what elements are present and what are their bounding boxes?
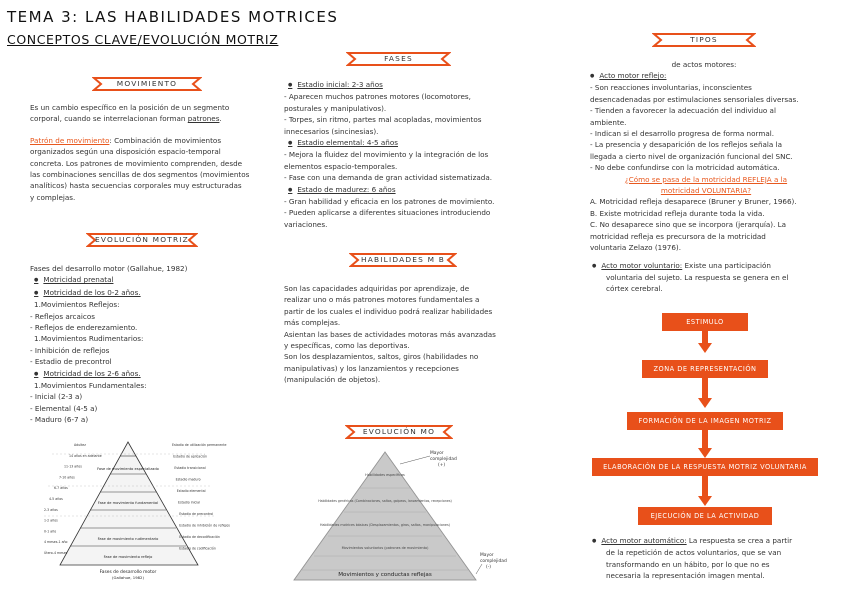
evolucion-item: - Elemental (4-5 a) bbox=[30, 403, 98, 413]
tipos-banner-label: TIPOS bbox=[690, 35, 718, 44]
flow-step-imagen-motriz: FORMACIÓN DE LA IMAGEN MOTRIZ bbox=[627, 412, 783, 430]
fases-item: - Gran habilidad y eficacia en los patrones de movimiento. bbox=[284, 197, 495, 207]
flow-step-elaboracion: ELABORACIÓN DE LA RESPUESTA MOTRIZ VOLUNTARIA bbox=[592, 458, 818, 476]
patron-line: : Combinación de movimientos bbox=[109, 135, 222, 145]
pyr-age-label: Adultez bbox=[74, 443, 86, 447]
pyr-age-label: 0-1 año bbox=[44, 529, 57, 534]
pyr-side-label: Estadio de decodificación bbox=[179, 535, 220, 539]
pyr-band-label: Fase de movimiento reflejo bbox=[103, 555, 153, 559]
pyr-side-label: Estadio inicial bbox=[178, 500, 201, 505]
habilidades-line: realizar uno o más patrones motores fundamentales a bbox=[284, 295, 480, 305]
pyr-band-label: Fase de movimiento especializado bbox=[97, 467, 159, 471]
top-complexity-label: Mayor bbox=[430, 451, 444, 456]
evolucion-item: - Reflejos de enderezamiento. bbox=[30, 323, 138, 333]
habilidades-banner-label: HABILIDADES M B bbox=[361, 255, 445, 264]
evolucion-item: - Reflejos arcaicos bbox=[30, 311, 95, 321]
fases-item: - Pueden aplicarse a diferentes situaciones introduciendo bbox=[284, 208, 491, 218]
automatico-label: Acto motor automático: bbox=[601, 536, 687, 545]
reflejo-line: - La presencia y desaparición de los reflejos señala la bbox=[590, 140, 782, 150]
habilidades-line: Son los desplazamientos, saltos, giros (habilidades no bbox=[284, 352, 479, 362]
voluntario-line: córtex cerebral. bbox=[606, 284, 663, 294]
pyr-band-label: Fase de movimiento rudimentario bbox=[97, 537, 159, 541]
reflejo-line: - Tienden a favorecer la adecuación del individuo al bbox=[590, 106, 776, 116]
habilidades-section bbox=[284, 283, 514, 386]
reflejo-line: - Son reacciones involuntarias, inconscientes bbox=[590, 83, 752, 93]
answer-line: voluntaria Zelazo (1976). bbox=[590, 243, 682, 253]
pyr-age-label: 4 meses-1 año bbox=[44, 540, 68, 545]
evolucion-item: ● Motricidad de los 0-2 años. bbox=[30, 287, 260, 299]
evolucion-item: 1.Movimientos Reflejos: bbox=[34, 300, 120, 310]
fases-item: variaciones. bbox=[284, 219, 328, 229]
habilidades-line: Asientan las bases de actividades motoras más avanzadas bbox=[284, 329, 496, 339]
evo-level: Habilidades genéricas (Combinaciones, saltos, golpeos, lanzamientos, recepciones) bbox=[318, 499, 452, 503]
reflejo-label: Acto motor reflejo: bbox=[599, 71, 667, 80]
pyr-age-label: 1-2 años bbox=[44, 518, 58, 523]
patron-line: analíticos) hasta secuencias corporales muy estructuradas bbox=[30, 181, 242, 191]
flow-step-representacion: ZONA DE REPRESENTACIÓN bbox=[642, 360, 768, 378]
fases-item: ● Estadio inicial: 2-3 años bbox=[284, 79, 514, 91]
fases-item: innecesarios (sincinesias). bbox=[284, 126, 379, 136]
question-line: motricidad VOLUNTARIA? bbox=[660, 186, 752, 196]
evolucion-motriz-banner bbox=[86, 233, 198, 247]
evolucion-item: 1.Movimientos Rudimentarios: bbox=[34, 334, 144, 344]
pyr-side-label: Estadio maduro bbox=[175, 477, 201, 482]
evolucion-item: - Estadio de precontrol bbox=[30, 357, 112, 367]
evolucion-motriz-banner-label: EVOLUCIÓN MOTRIZ bbox=[95, 235, 189, 244]
fases-item: elementos espacio-temporales. bbox=[284, 161, 398, 171]
flow-arrow-icon bbox=[698, 331, 712, 353]
voluntario-label: Acto motor voluntario: bbox=[601, 260, 683, 270]
pyr-age-label: 11-13 años bbox=[64, 464, 82, 469]
gallahue-pyramid-figure bbox=[40, 440, 230, 582]
fases-item: - Torpes, sin ritmo, partes mal acopladas, movimientos bbox=[284, 115, 482, 125]
tipos-banner bbox=[652, 33, 756, 47]
habilidades-banner bbox=[349, 253, 457, 267]
patron-line: las combinaciones sencillas de dos segmentos (movimientos bbox=[30, 170, 250, 180]
habilidades-line: (manipulación de objetos). bbox=[284, 375, 381, 385]
movimiento-banner-label: MOVIMIENTO bbox=[116, 79, 178, 88]
flow-step-estimulo: ESTIMULO bbox=[662, 313, 748, 331]
movimiento-def-b: corporal, cuando se interrelacionan forman bbox=[30, 114, 188, 124]
voluntario-line: Existe una participación bbox=[682, 260, 771, 270]
habilidades-line: partir de los cuales el individuo podrá realizar habilidades bbox=[284, 306, 493, 316]
page-subtitle: CONCEPTOS CLAVE/EVOLUCIÓN MOTRIZ bbox=[7, 32, 279, 47]
top-complexity-label: (+) bbox=[438, 463, 446, 468]
pyr-age-label: 6-7 años bbox=[54, 486, 68, 491]
page-title: TEMA 3: LAS HABILIDADES MOTRICES bbox=[7, 8, 339, 26]
evo-level: Movimientos voluntarios (patrones de movimiento) bbox=[341, 546, 429, 550]
evolucion-motriz-section bbox=[30, 263, 260, 426]
tipos-intro: de actos motores: bbox=[671, 60, 737, 69]
pyr-age-label: 2-3 años bbox=[44, 507, 58, 512]
movimiento-section: Es un cambio específico en la posición de un segmento corporal, cuando se interrelacionan forman patrones. Patrón de movimiento: Combinación de movimientos organizados según una disposición espacio-temporal concreta. Los patrones de movimiento comprenden, desde las combinaciones sencillas de dos segmentos (movimientos analíticos) hasta secuencias corporales muy estructuradas y complejas. bbox=[30, 102, 262, 203]
pyr-side-label: Estadio de codificación bbox=[179, 546, 216, 551]
fases-item: - Aparecen muchos patrones motores (locomotores, bbox=[284, 92, 471, 102]
fases-item: posturales y manipulativos). bbox=[284, 103, 387, 113]
pyr-caption: (Gallahue, 1982) bbox=[112, 575, 144, 580]
pyr-side-label: Estadio de precontrol bbox=[179, 512, 214, 516]
reflejo-line: ambiente. bbox=[590, 117, 627, 127]
bottom-complexity-label: complejidad bbox=[480, 559, 507, 564]
patron-line: organizados según una disposición espacio-temporal bbox=[30, 147, 221, 157]
flow-arrow-icon bbox=[698, 430, 712, 458]
top-complexity-label: complejidad bbox=[430, 457, 457, 462]
reflejo-line: - No debe confundirse con la motricidad automática. bbox=[590, 163, 780, 173]
evolucion-item: - Inhibición de reflejos bbox=[30, 345, 110, 355]
movimiento-banner bbox=[92, 77, 202, 91]
pyr-side-label: Estadio de aplicación bbox=[173, 454, 208, 459]
evolucion-item: 1.Movimientos Fundamentales: bbox=[34, 381, 147, 391]
tipos-section bbox=[590, 70, 822, 295]
evolucion-item: - Inicial (2-3 a) bbox=[30, 392, 83, 402]
movimiento-def-a: Es un cambio específico en la posición de un segmento bbox=[30, 103, 230, 112]
pyr-age-label: 14 años en adelante bbox=[69, 453, 102, 458]
habilidades-line: y específicas, como las deportivas. bbox=[284, 341, 410, 351]
reflejo-line: llegada a cierto nivel de organización funcional del SNC. bbox=[590, 151, 793, 161]
flow-step-ejecucion: EJECUCIÓN DE LA ACTIVIDAD bbox=[638, 507, 772, 525]
automatico-line: de la repetición de actos voluntarios, que se van bbox=[606, 548, 782, 558]
answer-line: A. Motricidad refleja desaparece (Bruner y Bruner, 1966). bbox=[590, 197, 797, 207]
evolucion-intro: Fases del desarrollo motor (Gallahue, 1982) bbox=[30, 264, 188, 273]
pyr-side-label: Estadio de inhibición de reflejos bbox=[179, 523, 230, 528]
bottom-complexity-label: (-) bbox=[486, 565, 492, 570]
patron-line: y complejas. bbox=[30, 192, 76, 202]
question-line: ¿Cómo se pasa de la motricidad REFLEJA a la bbox=[624, 174, 788, 184]
reflejo-line: - Indican si el desarrollo progresa de forma normal. bbox=[590, 129, 775, 139]
evolucion-mo-pyramid bbox=[290, 446, 510, 584]
evolucion-mo-banner-label: EVOLUCIÓN MO bbox=[362, 427, 436, 436]
flow-arrow-icon bbox=[698, 378, 712, 408]
habilidades-line: Son las capacidades adquiridas por aprendizaje, de bbox=[284, 284, 470, 293]
evo-level: Habilidades específicas bbox=[365, 473, 405, 477]
evo-level-base: Movimientos y conductas reflejas bbox=[338, 572, 432, 578]
habilidades-line: más complejas. bbox=[284, 318, 341, 328]
flow-arrow-icon bbox=[698, 476, 712, 506]
pyr-caption: Fases de desarrollo motor bbox=[99, 570, 157, 575]
pyr-age-label: Útero-4 meses bbox=[44, 551, 68, 555]
fases-item: - Mejora la fluidez del movimiento y la integración de los bbox=[284, 150, 489, 160]
reflejo-line: desencadenadas por estimulaciones sensoriales diversas. bbox=[590, 94, 799, 104]
evolucion-item: ● Motricidad de los 2-6 años. bbox=[30, 368, 260, 380]
automatico-line: necesaria la representación imagen mental. bbox=[606, 571, 765, 581]
answer-line: motricidad refleja es precursora de la motricidad bbox=[590, 231, 766, 241]
evo-level: Habilidades motrices básicas (Desplazamientos, giros, saltos, manipulaciones) bbox=[320, 523, 450, 527]
bottom-complexity-label: Mayor bbox=[480, 553, 494, 558]
pyr-band-label: Fase de movimiento fundamental bbox=[97, 501, 159, 505]
fases-item: ● Estadio elemental: 4-5 años bbox=[284, 137, 514, 149]
answer-line: B. Existe motricidad refleja durante toda la vida. bbox=[590, 208, 765, 218]
fases-banner-label: FASES bbox=[384, 54, 413, 63]
pyr-side-label: Estadio de utilización permanente bbox=[172, 443, 227, 447]
pyr-age-label: 7-10 años bbox=[59, 475, 75, 480]
automatico-line: La respuesta se crea a partir bbox=[686, 536, 793, 545]
pyr-age-label: 4-5 años bbox=[49, 497, 63, 501]
pyr-side-label: Estadio elemental bbox=[176, 489, 206, 493]
fases-section bbox=[284, 79, 514, 230]
answer-line: C. No desaparece sino que se incorpora (jerarquía). La bbox=[590, 220, 787, 230]
voluntario-line: voluntaria del sujeto. La respuesta se genera en el bbox=[606, 272, 789, 282]
evolucion-item: ● Motricidad prenatal bbox=[30, 274, 260, 286]
habilidades-line: manipulativas) y los lanzamientos y recepciones bbox=[284, 363, 459, 373]
evolucion-item: - Maduro (6-7 a) bbox=[30, 415, 89, 425]
pyr-side-label: Estadio transicional bbox=[174, 466, 206, 470]
fases-item: ● Estado de madurez: 6 años bbox=[284, 184, 514, 196]
automatico-line: transformando en un hábito, por lo que no es bbox=[606, 559, 770, 569]
patron-label: Patrón de movimiento bbox=[30, 135, 110, 145]
automatico-section bbox=[590, 535, 822, 582]
patron-line: concreta. Los patrones de movimiento comprenden, desde bbox=[30, 158, 243, 168]
fases-item: - Fase con una demanda de gran actividad sistematizada. bbox=[284, 173, 493, 183]
fases-banner bbox=[346, 52, 451, 66]
patrones-link: patrones bbox=[187, 114, 220, 124]
evolucion-mo-banner bbox=[345, 425, 453, 439]
